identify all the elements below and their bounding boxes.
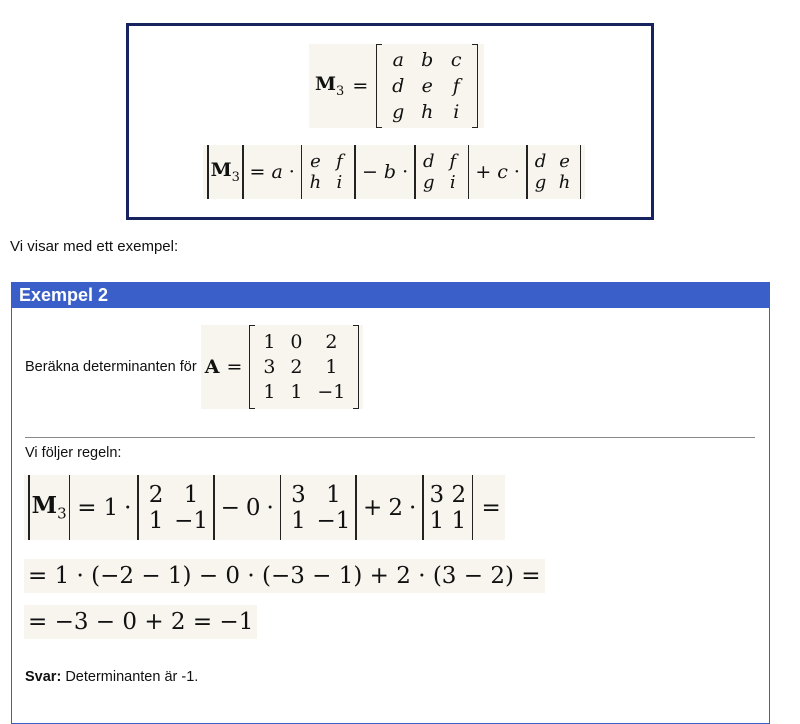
example-box [11, 282, 770, 724]
task-text: Beräkna determinanten för [25, 359, 197, 375]
step1-minor-1: 2 1 1 −1 [148, 481, 208, 534]
minor-c: d e g h [534, 151, 571, 193]
answer-label: Svar: [25, 669, 62, 685]
intro-text: Vi visar med ett exempel: [10, 238, 179, 255]
minor-a: e f h i [309, 151, 343, 193]
cofactor-expansion: $M_3$ = a · e f h i − b · d f g i + c · d e g h [203, 145, 585, 199]
answer [25, 669, 198, 685]
task-row [25, 325, 363, 409]
answer-text: Determinanten är -1. [65, 669, 199, 685]
step-2: = 1 · (−2 − 1) − 0 · (−3 − 1) + 2 · (3 − 2) = [24, 559, 545, 593]
equals-sign: = [352, 75, 369, 97]
step1-minor-3: 3 2 1 1 [429, 481, 467, 534]
matrix-a-definition: A = 1 0 2 3 2 1 1 1 −1 [201, 325, 364, 409]
rule-box [126, 23, 654, 220]
step-3: = −3 − 0 + 2 = −1 [24, 605, 257, 639]
matrix-m3: a b c d e f g h i [392, 49, 462, 123]
minor-b: d f g i [422, 151, 457, 193]
example-title: Exempel 2 [12, 283, 769, 308]
step-1: $M_3$ = 1 · 2 1 1 −1 − 0 · 3 1 1 −1 + 2 · 3 2 1 1 = [24, 475, 505, 540]
m3-definition [309, 44, 484, 128]
step1-minor-2: 3 1 1 −1 [291, 481, 351, 534]
rule-text: Vi följer regeln: [25, 445, 122, 461]
matrix-a: 1 0 2 3 2 1 1 1 −1 [263, 331, 346, 403]
divider [25, 437, 755, 438]
matrix-a-symbol: A [204, 356, 220, 378]
m3-symbol: $M_3$ [315, 73, 345, 99]
